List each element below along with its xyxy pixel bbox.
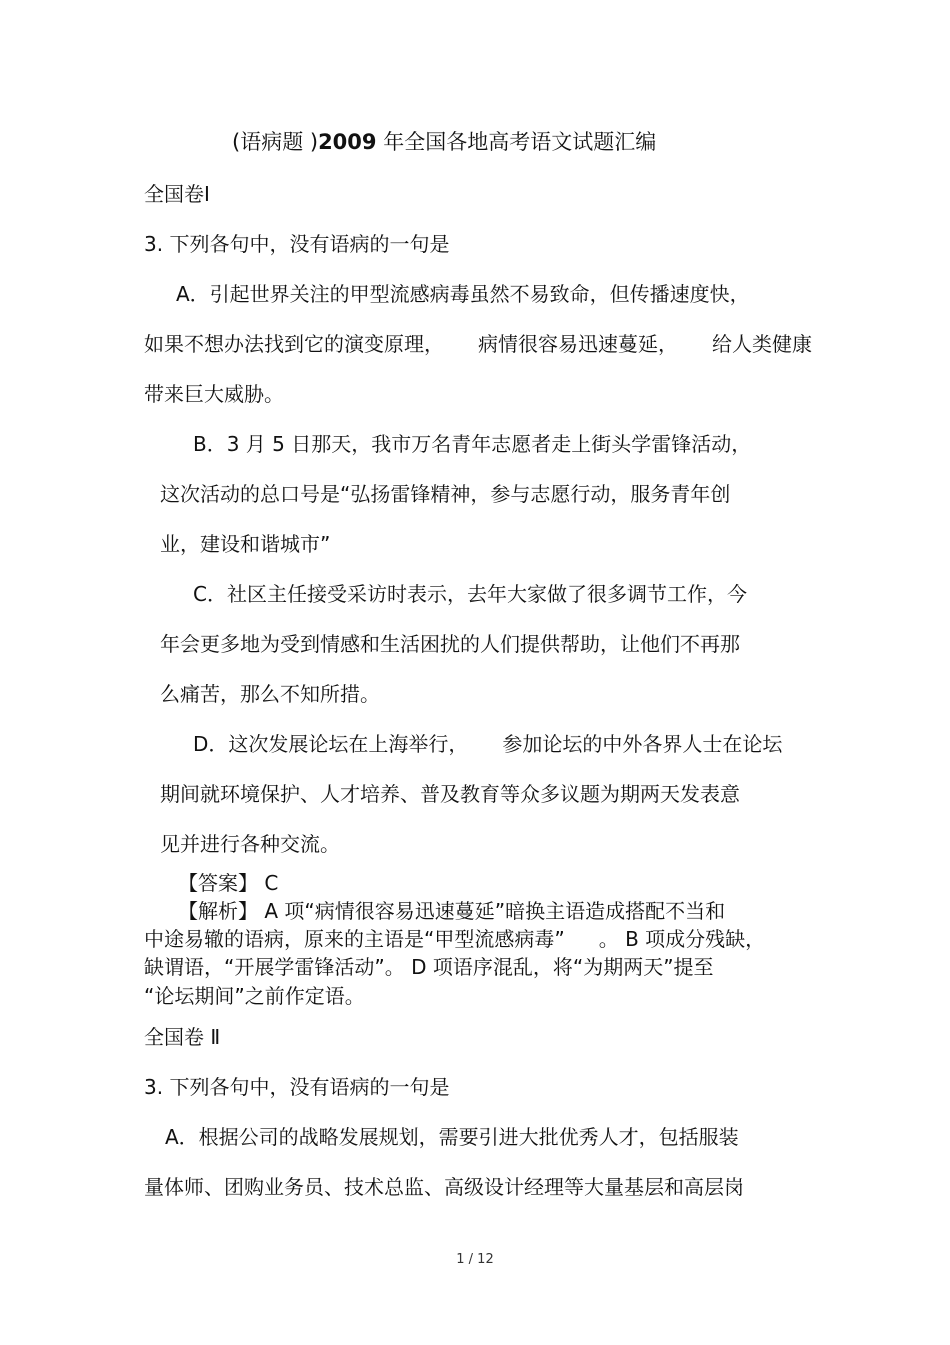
option-c-line: 么痛苦，那么不知所措。 — [160, 682, 380, 706]
question-text: 3. 下列各句中，没有语病的一句是 — [144, 232, 450, 256]
option-b-line: 这次活动的总口号是“弘扬雷锋精神，参与志愿行动，服务青年创 — [160, 482, 731, 506]
analysis-line: 【解析】 A 项“病情很容易迅速蔓延”暗换主语造成搭配不当和 — [178, 899, 726, 923]
option-b-line: B．3 月 5 日那天，我市万名青年志愿者走上街头学雷锋活动， — [193, 432, 752, 456]
option-c-line: 年会更多地为受到情感和生活困扰的人们提供帮助，让他们不再那 — [160, 632, 740, 656]
analysis-line: 中途易辙的语病，原来的主语是“甲型流感病毒” 。 B 项成分残缺， — [144, 927, 766, 951]
option-d-line: 见并进行各种交流。 — [160, 832, 340, 856]
option-d-line: D．这次发展论坛在上海举行， 参加论坛的中外各界人士在论坛 — [193, 732, 783, 756]
section-heading: 全国卷Ⅰ — [144, 182, 210, 206]
section-heading: 全国卷 Ⅱ — [144, 1025, 221, 1049]
answer-text: 【答案】 C — [178, 871, 279, 895]
title-year: 2009 — [318, 130, 377, 154]
title-rest: 年全国各地高考语文试题汇编 — [376, 130, 657, 154]
option-a-line: 量体师、团购业务员、技术总监、高级设计经理等大量基层和高层岗 — [144, 1175, 744, 1199]
question-text: 3. 下列各句中，没有语病的一句是 — [144, 1075, 450, 1099]
page-title — [232, 129, 656, 155]
analysis-line: “论坛期间”之前作定语。 — [144, 984, 365, 1008]
analysis-line: 缺谓语，“开展学雷锋活动”。 D 项语序混乱，将“为期两天”提至 — [144, 955, 714, 979]
option-d-line: 期间就环境保护、人才培养、普及教育等众多议题为期两天发表意 — [160, 782, 740, 806]
option-a-line: A．引起世界关注的甲型流感病毒虽然不易致命，但传播速度快， — [176, 282, 750, 306]
option-a-line: 如果不想办法找到它的演变原理， 病情很容易迅速蔓延， 给人类健康 — [144, 332, 812, 356]
option-c-line: C．社区主任接受采访时表示，去年大家做了很多调节工作，今 — [193, 582, 747, 606]
page-number: 1 / 12 — [456, 1252, 494, 1267]
option-b-line: 业，建设和谐城市” — [160, 532, 331, 556]
option-a-line: 带来巨大威胁。 — [144, 382, 284, 406]
title-prefix: (语病题 ) — [232, 130, 319, 154]
option-a-line: A．根据公司的战略发展规划，需要引进大批优秀人才，包括服装 — [165, 1125, 739, 1149]
